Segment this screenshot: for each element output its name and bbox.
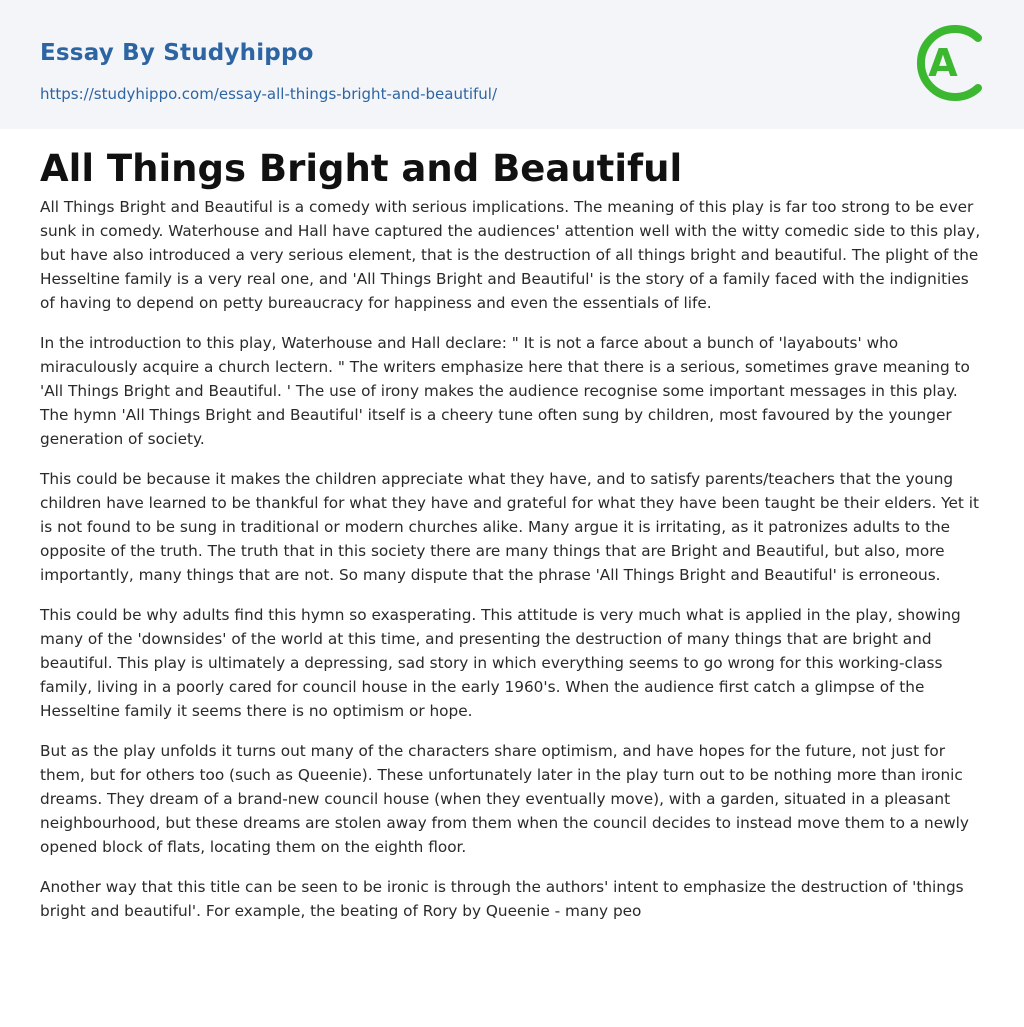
article-paragraph: All Things Bright and Beautiful is a comedy with serious implications. The meaning of this play is far too strong to be ever sunk in comedy. Waterhouse and Hall have captured the audiences' attention well with the witty comedic side to this play, but have also introduced a very serious element, that is the destruction of all things bright and beautiful. The plight of the Hesseltine family is a very real one, and 'All Things Bright and Beautiful' is the story of a family faced with the indignities of having to depend on petty bureaucracy for happiness and even the essentials of life. xyxy=(40,198,981,312)
logo-letter: A xyxy=(928,41,958,85)
source-url-link[interactable]: https://studyhippo.com/essay-all-things-bright-and-beautiful/ xyxy=(40,85,498,103)
article xyxy=(0,147,1024,923)
article-paragraph: In the introduction to this play, Waterhouse and Hall declare: " It is not a farce about a bunch of 'layabouts' who miraculously acquire a church lectern. " The writers emphasize here that there is a serious, sometimes grave meaning to 'All Things Bright and Beautiful. ' The use of irony makes the audience recognise some important messages in this play. The hymn 'All Things Bright and Beautiful' itself is a cheery tune often sung by children, most favoured by the younger generation of society. xyxy=(40,334,970,448)
article-paragraph: Another way that this title can be seen to be ironic is through the authors' intent to emphasize the destruction of 'things bright and beautiful'. For example, the beating of Rory by Queenie - many peo xyxy=(40,878,964,920)
studyhippo-logo-icon[interactable] xyxy=(912,18,988,108)
brand-title[interactable]: Essay By Studyhippo xyxy=(40,40,314,66)
site-header xyxy=(0,0,1024,129)
article-paragraph: This could be because it makes the children appreciate what they have, and to satisfy parents/teachers that the young children have learned to be thankful for what they have and grateful for what they have been taught be their elders. Yet it is not found to be sung in traditional or modern churches alike. Many argue it is irritating, as it patronizes adults to the opposite of the truth. The truth that in this society there are many things that are Bright and Beautiful, but also, more importantly, many things that are not. So many dispute that the phrase 'All Things Bright and Beautiful' is erroneous. xyxy=(40,470,980,584)
article-paragraph: This could be why adults find this hymn so exasperating. This attitude is very much what is applied in the play, showing many of the 'downsides' of the world at this time, and presenting the destruction of many things that are bright and beautiful. This play is ultimately a depressing, sad story in which everything seems to go wrong for this working-class family, living in a poorly cared for council house in the early 1960's. When the audience first catch a glimpse of the Hesseltine family it seems there is no optimism or hope. xyxy=(40,606,961,720)
page-title: All Things Bright and Beautiful xyxy=(40,147,683,190)
article-paragraph: But as the play unfolds it turns out many of the characters share optimism, and have hopes for the future, not just for them, but for others too (such as Queenie). These unfortunately later in the play turn out to be nothing more than ironic dreams. They dream of a brand-new council house (when they eventually move), with a garden, situated in a pleasant neighbourhood, but these dreams are stolen away from them when the council decides to instead move them to a newly opened block of flats, locating them on the eighth floor. xyxy=(40,742,969,856)
